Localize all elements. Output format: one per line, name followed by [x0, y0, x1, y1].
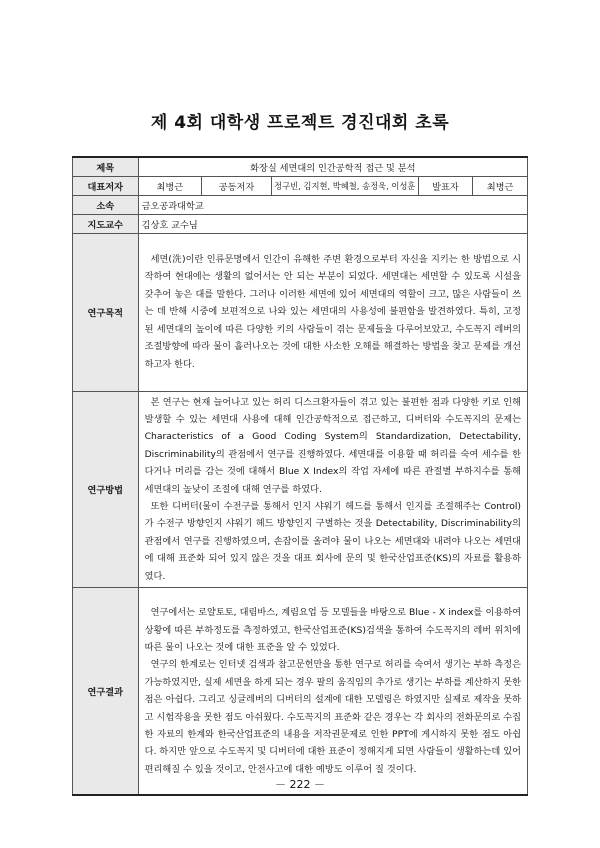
result-row	[73, 587, 528, 795]
purpose-content	[138, 233, 527, 391]
affiliation-row	[73, 195, 528, 214]
advisor-row	[73, 214, 528, 233]
affiliation-value: 금오공과대학교	[138, 195, 527, 214]
page-number: － 222 －	[275, 778, 325, 791]
purpose-paragraph: 세면(洗)이란 인류문명에서 인간이 유해한 주변 환경으로부터 자신을 지키는 한 방법으로 시작하여 현대에는 생활의 없어서는 안 되는 부분이 되었다. 세면대는 세면할 수 있도록 시설을 갖추어 놓은 대를 말한다. 그러나 이러한 세면에 있어 세면대의 역할이 크고, 많은 사람들이 쓰는 데 반해 시중에 보편적으로 나와 있는 세면대의 사용성에 불편함을 발견하였다. 특히, 고정된 세면대의 높이에 따른 다양한 키의 사람들이 겪는 문제들을 다루어보았고, 수도꼭지 레버의 조절방향에 따라 물이 흘러나오는 것에 대한 사소한 오해를 해결하는 방법을 찾고 문제를 개선하고자 한다.	[144, 254, 521, 370]
purpose-label: 연구목적	[73, 233, 139, 391]
subject-label: 제목	[73, 157, 139, 176]
affiliation-label: 소속	[73, 195, 139, 214]
method-paragraph: 또한 디버터(물이 수전구를 통해서 인지 샤워기 헤드를 통해서 인지를 조절해주는 Control)가 수전구 방향인지 샤워기 헤드 방향인지 구별하는 것을 Detectability, Discriminability의 관점에서 연구를 진행하였으며, 손잡이를 올려야 물이 나오는 세면대와 내려야 나오는 세면대에 대해 표준화 되어 있지 않은 것을 대표 회사에 문의 및 한국산업표준(KS)의 자료를 활용하였다.	[144, 500, 521, 582]
presenter-value: 최병근	[473, 176, 528, 195]
subject-value: 화장실 세면대의 인간공학적 접근 및 분석	[138, 157, 527, 176]
method-content	[138, 391, 527, 587]
advisor-value: 김상호 교수님	[138, 214, 527, 233]
result-content	[138, 587, 527, 795]
page-title: 제 4회 대학생 프로젝트 경진대회 초록	[150, 113, 450, 133]
abstract-form-table	[72, 156, 528, 796]
subject-row	[73, 157, 528, 176]
purpose-row	[73, 233, 528, 391]
method-row	[73, 391, 528, 587]
result-label: 연구결과	[73, 587, 139, 795]
presenter-label: 발표자	[418, 176, 473, 195]
author-label: 대표저자	[73, 176, 139, 195]
result-paragraph: 연구의 한계로는 인터넷 검색과 참고문헌만을 통한 연구로 허리를 숙여서 생기는 부하 측정은 가능하였지만, 실제 세면을 하게 되는 경우 팔의 움직임의 추가로 생기는 부하를 계산하지 못한 점은 아쉽다. 그리고 싱글레버의 디버터의 설계에 대한 모델링은 하였지만 실제로 제작을 못하고 시험작용을 못한 점도 아쉬웠다. 수도꼭지의 표준화 같은 경우는 각 회사의 전화문의로 수집한 자료의 한계와 한국산업표준의 내용을 저작권문제로 인한 PPT에 게시하지 못한 점도 아쉽다. 하지만 앞으로 수도꼭지 및 디버터에 대한 표준이 정해지게 되면 사람들이 생활하는데 있어 편리해질 수 있을 것이고, 안전사고에 대한 예방도 이루어 질 것이다.	[144, 659, 521, 775]
coauthor-label: 공동저자	[202, 176, 272, 195]
result-paragraph: 연구에서는 로얄토토, 대림바스, 계림요업 등 모델들을 바탕으로 Blue - X index를 이용하여 상황에 따른 부하정도를 측정하였고, 한국산업표준(KS)검색을 통하여 수도꼭지의 레버 위치에 따른 물이 나오는 것에 대한 표준을 알 수 있었다.	[144, 607, 521, 653]
method-paragraph: 본 연구는 현재 늘어나고 있는 허리 디스크환자들이 겪고 있는 불편한 점과 다양한 키로 인해 발생할 수 있는 세면대 사용에 대해 인간공학적으로 접근하고, 디버터와 수도꼭지의 문제는 Characteristics of a Good Coding System의 Standardization, Detectability, Discriminability의 관점에서 연구를 진행하였다. 세면대를 이용할 때 허리를 숙여 세수를 한다거나 머리를 감는 것에 대해서 Blue X Index의 작업 자세에 따른 관절별 부하지수를 통해 세면대의 높낮이 조절에 대해 연구를 하였다.	[144, 396, 521, 495]
method-label: 연구방법	[73, 391, 139, 587]
author-value: 최병근	[138, 176, 201, 195]
advisor-label: 지도교수	[73, 214, 139, 233]
author-row	[73, 176, 528, 195]
coauthor-value: 정구빈, 김지현, 박혜철, 송정욱, 이성훈	[272, 176, 419, 195]
